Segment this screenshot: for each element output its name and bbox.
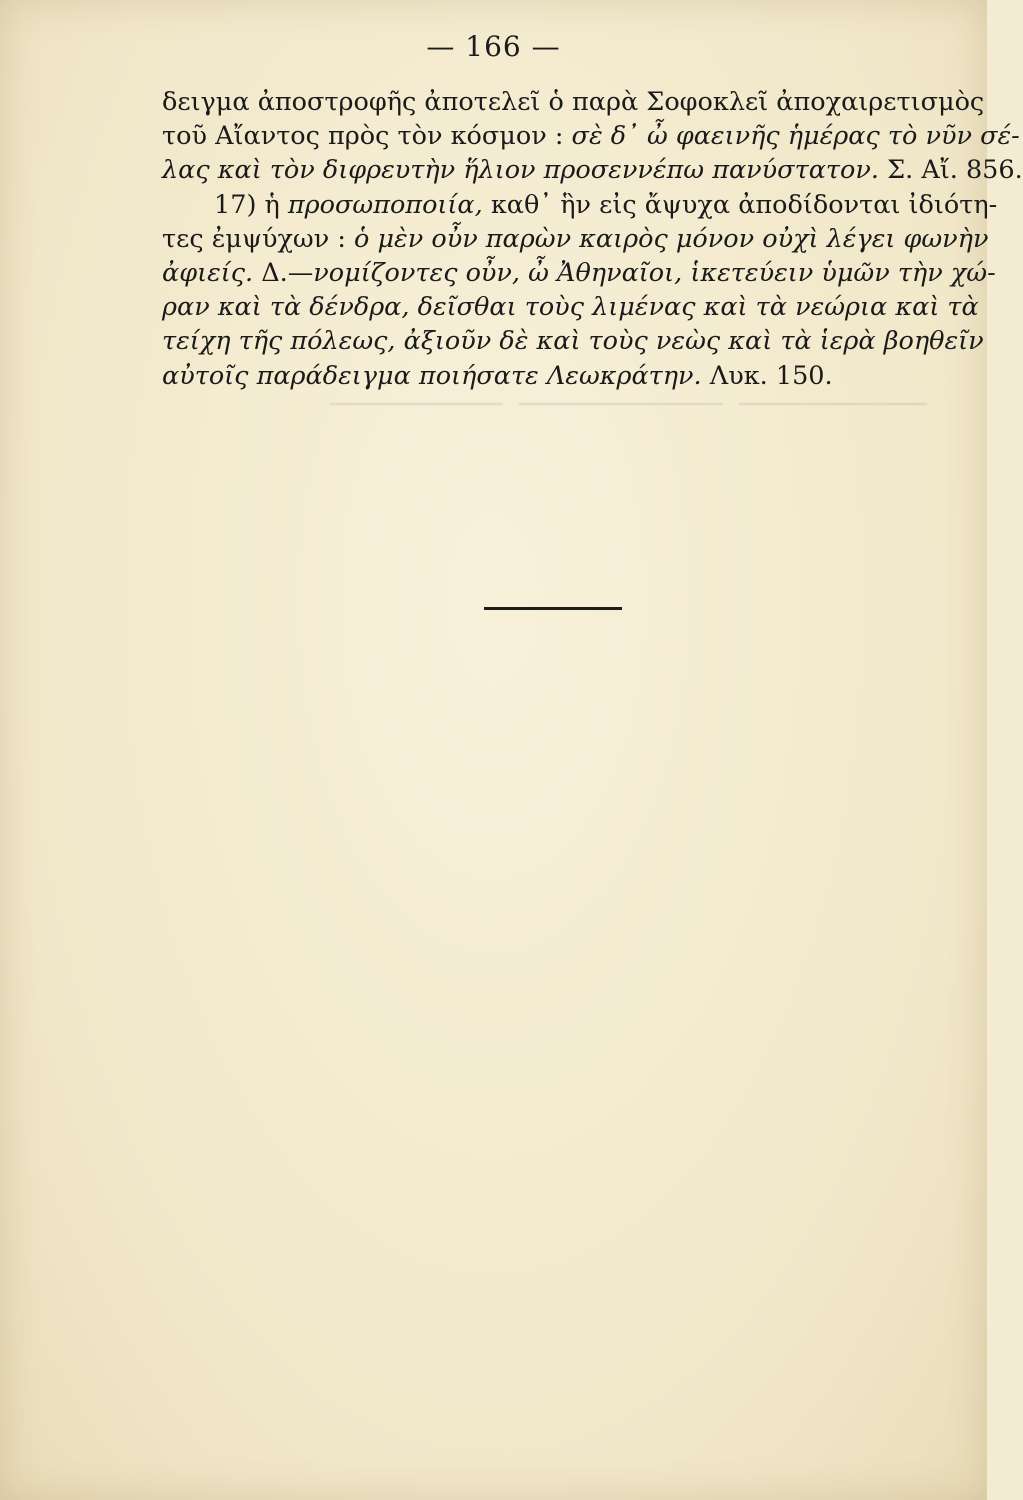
text-segment: Δ.—	[253, 257, 314, 288]
text-segment: δειγμα ἀποστροφῆς ἀποτελεῖ ὁ παρὰ Σοφοκλεῖ ἀποχαιρετισμὸς	[162, 87, 985, 117]
italic-text: ἀφιείς.	[162, 257, 254, 288]
italic-text: ὁ μὲν οὖν παρὼν καιρὸς μόνον οὐχὶ λέγει φωνὴν	[354, 223, 989, 254]
italic-text: αὐτοῖς παράδειγμα ποιήσατε Λεωκράτην.	[162, 360, 702, 391]
text-segment: τες ἐμψύχων :	[162, 223, 355, 254]
text-line	[162, 153, 1023, 187]
italic-text: προσωποποιία,	[287, 189, 483, 220]
text-line	[162, 85, 985, 119]
text-segment: τοῦ Αἴαντος πρὸς τὸν κόσμον :	[162, 121, 572, 152]
section-end-rule	[484, 607, 622, 610]
text-segment: Λυκ. 150.	[701, 360, 833, 391]
text-line	[162, 256, 996, 290]
italic-text: ραν καὶ τὰ δένδρα, δεῖσθαι τοὺς λιμένας καὶ τὰ νεώρια καὶ τὰ	[162, 292, 979, 323]
italic-text: λας καὶ τὸν διφρευτὴν ἥλιον προσεννέπω πανύστατον.	[162, 155, 879, 186]
italic-text: τείχη τῆς πόλεως, ἀξιοῦν δὲ καὶ τοὺς νεὼς καὶ τὰ ἱερὰ βοηθεῖν	[162, 326, 984, 357]
text-line	[162, 188, 998, 222]
text-segment: Σ. Αἴ. 856.	[878, 155, 1023, 186]
page-number: — 166 —	[426, 30, 561, 63]
show-through-text: ──────────── ───────────── ───────────	[330, 390, 927, 420]
text-segment: καθ᾽ ἣν εἰς ἄψυχα ἀποδίδονται ἰδιότη-	[482, 189, 998, 220]
text-line	[162, 290, 979, 324]
text-line	[162, 324, 984, 358]
body-text	[162, 85, 1023, 393]
italic-text: σὲ δ᾽ ὦ φαεινῆς ἡμέρας τὸ νῦν σέ-	[571, 121, 1020, 152]
text-line	[162, 359, 962, 393]
text-segment: 17) ἡ	[214, 189, 288, 220]
text-line	[162, 222, 989, 256]
italic-text: νομίζοντες οὖν, ὦ Ἀθηναῖοι, ἱκετεύειν ὑμῶν τὴν χώ-	[313, 257, 996, 288]
text-line	[162, 119, 1020, 153]
